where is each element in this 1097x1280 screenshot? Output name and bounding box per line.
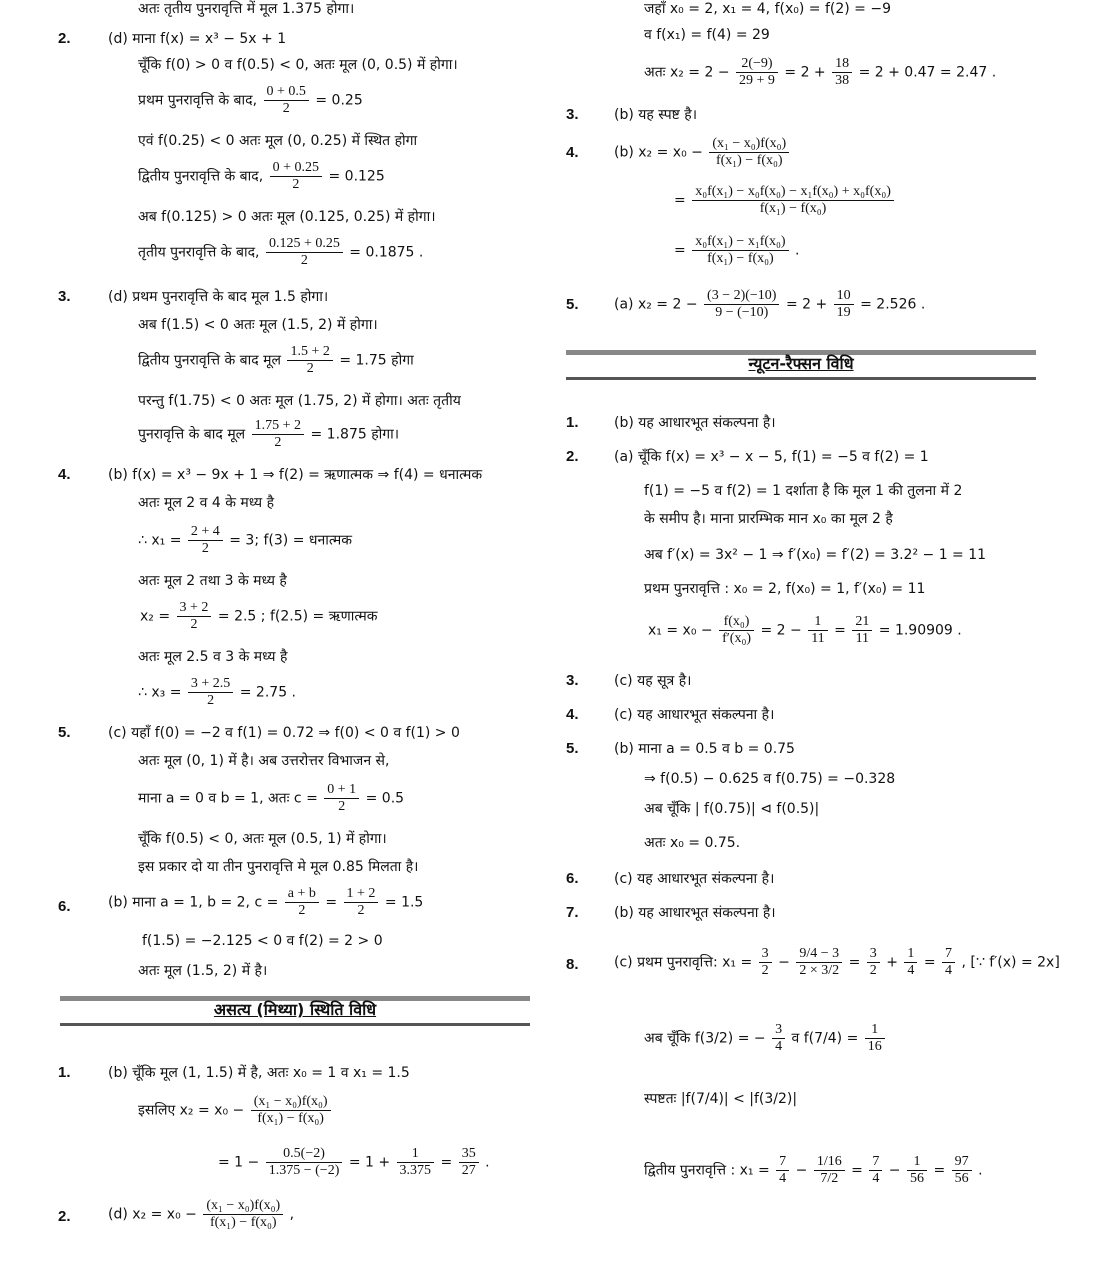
right-column — [548, 0, 1097, 1280]
question-number: 5. — [566, 740, 579, 757]
text-line: एवं f(0.25) < 0 अतः मूल (0, 0.25) में स्थित होगा — [138, 133, 418, 149]
text-line: (b) यह आधारभूत संकल्पना है। — [614, 415, 776, 431]
text-line: (a) चूँकि f(x) = x³ − x − 5, f(1) = −5 व f(2) = 1 — [614, 449, 929, 465]
fraction: $\frac{\text{(x₁ − x₀)f(x₀)}}{\text{f(x₁) − f(x₀)}}$ — [251, 1094, 331, 1127]
fraction: $\frac{18}{38}$ — [832, 56, 852, 89]
formula-line: ∴ x₁ = $\frac{2 + 4}{2}$ = 3; f(3) = धनात्मक — [138, 524, 352, 556]
fraction: $\frac{0.5(-2)}{1.375 - (-2)}$ — [266, 1146, 343, 1179]
text-line: (b) चूँकि मूल (1, 1.5) में है, अतः x₀ = 1 व x₁ = 1.5 — [108, 1065, 410, 1081]
formula-line: तृतीय पुनरावृत्ति के बाद, $\frac{0.125 + 0.25}{2}$ = 0.1875 . — [138, 236, 424, 268]
fraction: $\frac{2(-9)}{29 + 9}$ — [736, 56, 778, 89]
text-line: परन्तु f(1.75) < 0 अतः मूल (1.75, 2) में होगा। अतः तृतीय — [138, 393, 461, 409]
formula-line: द्वितीय पुनरावृत्ति : x₁ = $\frac{7}{4}$ − $\frac{1/16}{7/2}$ = $\frac{7}{4}$ − $\frac{1}{56}$ = $\frac{97}{56}$ . — [644, 1154, 983, 1186]
formula-line: x₂ = $\frac{3 + 2}{2}$ = 2.5 ; f(2.5) = ऋणात्मक — [140, 600, 378, 632]
question-number: 3. — [566, 672, 579, 689]
text-line: चूँकि f(0) > 0 व f(0.5) < 0, अतः मूल (0, 0.5) में होगा। — [138, 57, 458, 73]
fraction: $\frac{3}{4}$ — [772, 1022, 785, 1055]
fraction: $\frac{(3 - 2)(-10)}{9 - (-10)}$ — [704, 288, 779, 321]
fraction: $\frac{10}{19}$ — [834, 288, 854, 321]
formula-line: इसलिए x₂ = x₀ − $\frac{\text{(x₁ − x₀)f(x₀)}}{\text{f(x₁) − f(x₀)}}$ — [138, 1094, 333, 1127]
text-line: के समीप है। माना प्रारम्भिक मान x₀ का मूल 2 है — [644, 511, 893, 527]
formula-line: (a) x₂ = 2 − $\frac{(3 - 2)(-10)}{9 - (-10)}$ = 2 + $\frac{10}{19}$ = 2.526 . — [614, 288, 926, 320]
text-line: (b) माना a = 0.5 व b = 0.75 — [614, 741, 795, 757]
text-line: अतः मूल 2 व 4 के मध्य है — [138, 495, 275, 511]
text-line: प्रथम पुनरावृत्ति : x₀ = 2, f(x₀) = 1, f′(x₀) = 11 — [644, 581, 926, 597]
formula-line: (c) प्रथम पुनरावृत्ति: x₁ = $\frac{3}{2}$ − $\frac{9/4 - 3}{2 \times 3/2}$ = $\frac{3}{2}$ + $\frac{1}{4}$ = $\frac{7}{4}$ , [∵ f′(x) = 2x] — [614, 946, 1060, 978]
question-number: 2. — [566, 448, 579, 465]
fraction: $\frac{1 + 2}{2}$ — [344, 886, 379, 919]
formula-line: (b) माना a = 1, b = 2, c = $\frac{a + b}{2}$ = $\frac{1 + 2}{2}$ = 1.5 — [108, 886, 424, 918]
fraction: $\frac{35}{27}$ — [459, 1146, 479, 1179]
section-title: असत्य (मिथ्या) स्थिति विधि — [213, 1000, 377, 1019]
fraction: $\frac{1}{3.375}$ — [397, 1146, 435, 1179]
question-number: 5. — [566, 296, 579, 313]
question-number: 1. — [58, 1064, 71, 1081]
formula-line: पुनरावृत्ति के बाद मूल $\frac{1.75 + 2}{2}$ = 1.875 होगा। — [138, 418, 400, 450]
text-line: अब f(1.5) < 0 अतः मूल (1.5, 2) में होगा। — [138, 317, 378, 333]
question-number: 2. — [58, 30, 71, 47]
section-header — [60, 996, 530, 1026]
question-number: 2. — [58, 1208, 71, 1225]
text-line: अतः तृतीय पुनरावृत्ति में मूल 1.375 होगा। — [138, 1, 355, 17]
fraction: $\frac{7}{4}$ — [776, 1154, 789, 1187]
formula-line: x₁ = x₀ − $\frac{\text{f(x₀)}}{\text{f′(x₀)}}$ = 2 − $\frac{1}{11}$ = $\frac{21}{11}$ = 1.90909 . — [648, 614, 962, 646]
fraction: $\frac{\text{x₀f(x₁) − x₁f(x₀)}}{\text{f(x₁) − f(x₀)}}$ — [692, 234, 788, 267]
text-line: (c) यह आधारभूत संकल्पना है। — [614, 707, 775, 723]
text-line: (c) यहाँ f(0) = −2 व f(1) = 0.72 ⇒ f(0) < 0 व f(1) > 0 — [108, 725, 460, 741]
question-number: 8. — [566, 956, 579, 973]
formula-line: अब चूँकि f(3/2) = − $\frac{3}{4}$ व f(7/4) = $\frac{1}{16}$ — [644, 1022, 887, 1055]
text-line: अब f(0.125) > 0 अतः मूल (0.125, 0.25) में होगा। — [138, 209, 436, 225]
question-number: 4. — [566, 706, 579, 723]
text-line: अतः मूल (0, 1) में है। अब उत्तरोत्तर विभाजन से, — [138, 753, 390, 769]
formula-line: (d) x₂ = x₀ − $\frac{\text{(x₁ − x₀)f(x₀)}}{\text{f(x₁) − f(x₀)}}$ , — [108, 1198, 295, 1230]
fraction: $\frac{21}{11}$ — [852, 614, 872, 647]
fraction: $\frac{0.125 + 0.25}{2}$ — [266, 236, 343, 269]
fraction: $\frac{1}{56}$ — [907, 1154, 927, 1187]
text-line: (b) यह आधारभूत संकल्पना है। — [614, 905, 776, 921]
fraction: $\frac{0 + 1}{2}$ — [324, 782, 359, 815]
formula-line: = $\frac{\text{x₀f(x₁) − x₀f(x₀) − x₁f(x₀) + x₀f(x₀)}}{\text{f(x₁) − f(x₀)}}$ — [674, 184, 896, 217]
fraction: $\frac{7}{4}$ — [942, 946, 955, 979]
question-number: 6. — [58, 898, 71, 915]
fraction: $\frac{\text{(x₁ − x₀)f(x₀)}}{\text{f(x₁) − f(x₀)}}$ — [709, 136, 789, 169]
fraction: $\frac{1}{4}$ — [904, 946, 917, 979]
fraction: $\frac{7}{4}$ — [869, 1154, 882, 1187]
formula-line: द्वितीय पुनरावृत्ति के बाद, $\frac{0 + 0.25}{2}$ = 0.125 — [138, 160, 385, 192]
section-title: न्यूटन-रैफ्सन विधि — [748, 354, 854, 373]
fraction: $\frac{3 + 2.5}{2}$ — [188, 676, 233, 709]
left-column — [0, 0, 545, 1280]
question-number: 4. — [58, 466, 71, 483]
text-line: ⇒ f(0.5) − 0.625 व f(0.75) = −0.328 — [644, 771, 896, 787]
question-number: 3. — [566, 106, 579, 123]
text-line: व f(x₁) = f(4) = 29 — [644, 27, 770, 43]
fraction: $\frac{1}{16}$ — [865, 1022, 885, 1055]
text-line: चूँकि f(0.5) < 0, अतः मूल (0.5, 1) में होगा। — [138, 831, 387, 847]
text-line: (c) यह आधारभूत संकल्पना है। — [614, 871, 775, 887]
fraction: $\frac{0 + 0.5}{2}$ — [264, 84, 309, 117]
section-header — [566, 350, 1036, 380]
fraction: $\frac{0 + 0.25}{2}$ — [270, 160, 322, 193]
formula-line: माना a = 0 व b = 1, अतः c = $\frac{0 + 1}{2}$ = 0.5 — [138, 782, 405, 814]
fraction: $\frac{3}{2}$ — [759, 946, 772, 979]
text-line: अतः मूल 2 तथा 3 के मध्य है — [138, 573, 287, 589]
question-number: 4. — [566, 144, 579, 161]
text-line: (b) यह स्पष्ट है। — [614, 107, 698, 123]
question-number: 6. — [566, 870, 579, 887]
fraction: $\frac{\text{f(x₀)}}{\text{f′(x₀)}}$ — [719, 614, 754, 647]
text-line: f(1.5) = −2.125 < 0 व f(2) = 2 > 0 — [142, 933, 383, 949]
text-line: जहाँ x₀ = 2, x₁ = 4, f(x₀) = f(2) = −9 — [644, 1, 891, 17]
question-number: 5. — [58, 724, 71, 741]
question-number: 1. — [566, 414, 579, 431]
text-line: (d) माना f(x) = x³ − 5x + 1 — [108, 31, 287, 47]
fraction: $\frac{\text{x₀f(x₁) − x₀f(x₀) − x₁f(x₀) + x₀f(x₀)}}{\text{f(x₁) − f(x₀)}}$ — [692, 184, 894, 217]
fraction: $\frac{3}{2}$ — [867, 946, 880, 979]
fraction: $\frac{3 + 2}{2}$ — [177, 600, 212, 633]
formula-line: = $\frac{\text{x₀f(x₁) − x₁f(x₀)}}{\text{f(x₁) − f(x₀)}}$ . — [674, 234, 800, 266]
formula-line: (b) x₂ = x₀ − $\frac{\text{(x₁ − x₀)f(x₀)}}{\text{f(x₁) − f(x₀)}}$ — [614, 136, 791, 169]
fraction: $\frac{2 + 4}{2}$ — [188, 524, 223, 557]
formula-line: प्रथम पुनरावृत्ति के बाद, $\frac{0 + 0.5}{2}$ = 0.25 — [138, 84, 363, 116]
fraction: $\frac{1.5 + 2}{2}$ — [287, 344, 332, 377]
text-line: अब f′(x) = 3x² − 1 ⇒ f′(x₀) = f′(2) = 3.2² − 1 = 11 — [644, 547, 987, 563]
question-number: 7. — [566, 904, 579, 921]
text-line: इस प्रकार दो या तीन पुनरावृत्ति मे मूल 0.85 मिलता है। — [138, 859, 419, 875]
text-line: (d) प्रथम पुनरावृत्ति के बाद मूल 1.5 होगा। — [108, 289, 329, 305]
question-number: 3. — [58, 288, 71, 305]
fraction: $\frac{1/16}{7/2}$ — [814, 1154, 845, 1187]
text-line: स्पष्टतः |f(7/4)| < |f(3/2)| — [644, 1091, 798, 1107]
fraction: $\frac{1.75 + 2}{2}$ — [252, 418, 304, 451]
text-line: f(1) = −5 व f(2) = 1 दर्शाता है कि मूल 1 की तुलना में 2 — [644, 483, 963, 499]
fraction: $\frac{\text{(x₁ − x₀)f(x₀)}}{\text{f(x₁) − f(x₀)}}$ — [203, 1198, 283, 1231]
fraction: $\frac{1}{11}$ — [808, 614, 827, 647]
fraction: $\frac{a + b}{2}$ — [285, 886, 319, 919]
formula-line: ∴ x₃ = $\frac{3 + 2.5}{2}$ = 2.75 . — [138, 676, 297, 708]
text-line: (b) f(x) = x³ − 9x + 1 ⇒ f(2) = ऋणात्मक ⇒ f(4) = धनात्मक — [108, 467, 483, 483]
fraction: $\frac{9/4 - 3}{2 \times 3/2}$ — [796, 946, 842, 979]
text-line: अब चूँकि | f(0.75)| ⊲ f(0.5)| — [644, 801, 820, 817]
text-line: अतः मूल (1.5, 2) में है। — [138, 963, 268, 979]
formula-line: = 1 − $\frac{0.5(-2)}{1.375 - (-2)}$ = 1 + $\frac{1}{3.375}$ = $\frac{35}{27}$ . — [218, 1146, 490, 1178]
formula-line: द्वितीय पुनरावृत्ति के बाद मूल $\frac{1.5 + 2}{2}$ = 1.75 होगा — [138, 344, 414, 376]
text-line: अतः x₀ = 0.75. — [644, 835, 741, 851]
text-line: (c) यह सूत्र है। — [614, 673, 692, 689]
fraction: $\frac{97}{56}$ — [952, 1154, 972, 1187]
formula-line: अतः x₂ = 2 − $\frac{2(-9)}{29 + 9}$ = 2 + $\frac{18}{38}$ = 2 + 0.47 = 2.47 . — [644, 56, 997, 88]
text-line: अतः मूल 2.5 व 3 के मध्य है — [138, 649, 288, 665]
